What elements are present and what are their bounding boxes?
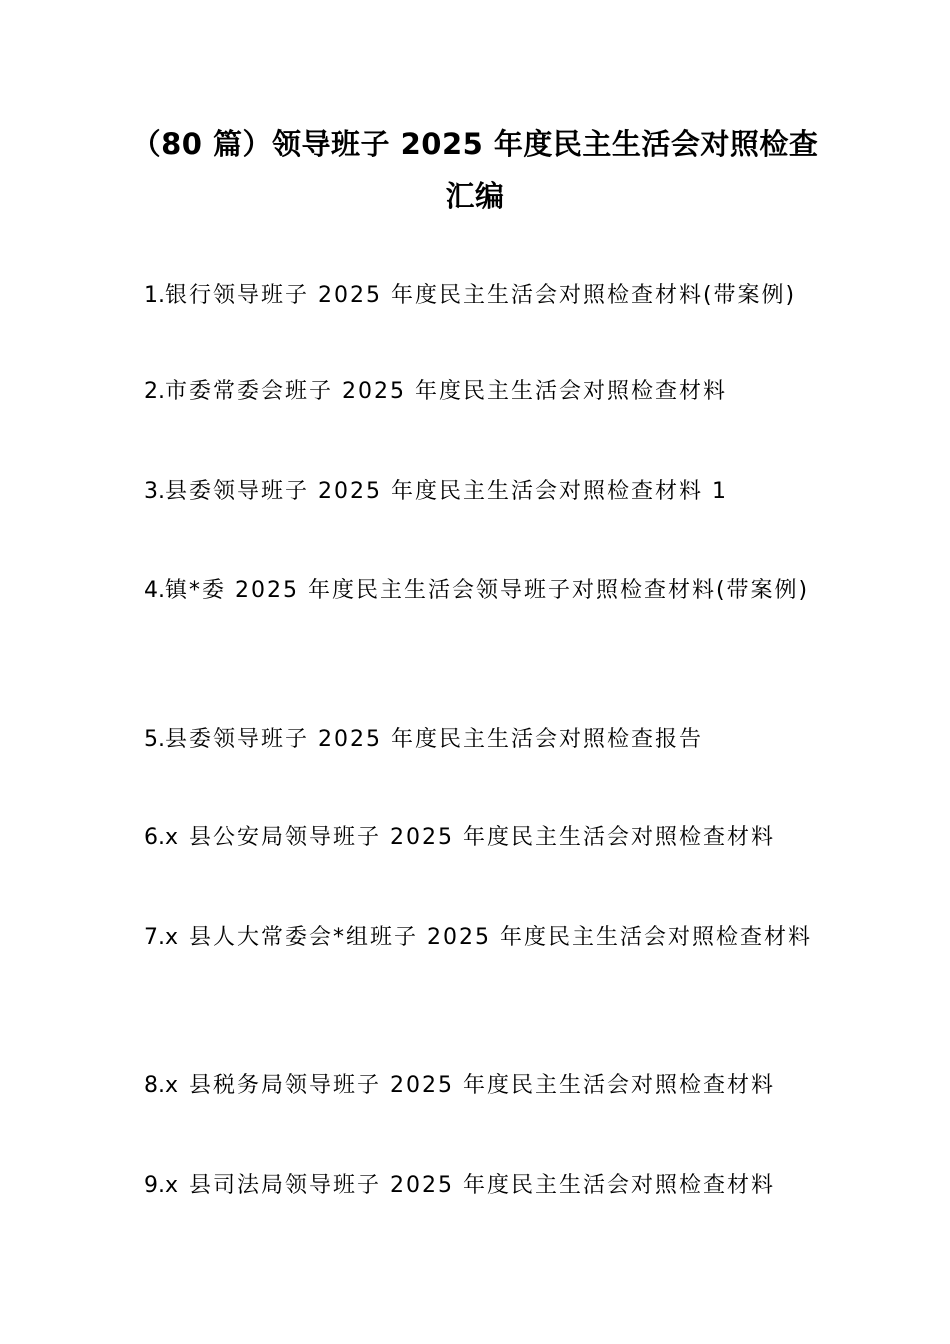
toc-entry-6 bbox=[144, 814, 814, 862]
document-title: （80 篇）领导班子 2025 年度民主生活会对照检查汇编 bbox=[131, 127, 819, 213]
toc-entry-2 bbox=[144, 368, 814, 416]
toc-entry-text: x 县税务局领导班子 2025 年度民主生活会对照检查材料 bbox=[165, 1073, 775, 1098]
toc-entry-text: 县委领导班子 2025 年度民主生活会对照检查材料 1 bbox=[165, 479, 728, 504]
toc-entry-number: 4. bbox=[144, 578, 165, 603]
toc-entry-1 bbox=[144, 272, 814, 320]
toc-entry-5 bbox=[144, 716, 814, 764]
toc-entry-7 bbox=[144, 914, 814, 962]
toc-entry-8 bbox=[144, 1062, 814, 1110]
toc-entry-number: 1. bbox=[144, 283, 165, 308]
toc-entry-number: 8. bbox=[144, 1073, 165, 1098]
toc-entry-text: 镇*委 2025 年度民主生活会领导班子对照检查材料(带案例) bbox=[165, 578, 810, 603]
toc-entry-number: 9. bbox=[144, 1173, 165, 1198]
toc-entry-text: x 县人大常委会*组班子 2025 年度民主生活会对照检查材料 bbox=[165, 925, 812, 950]
toc-entry-text: 县委领导班子 2025 年度民主生活会对照检查报告 bbox=[165, 727, 703, 752]
toc-entry-number: 5. bbox=[144, 727, 165, 752]
toc-entry-number: 7. bbox=[144, 925, 165, 950]
toc-entry-text: 市委常委会班子 2025 年度民主生活会对照检查材料 bbox=[165, 379, 727, 404]
toc-entry-9 bbox=[144, 1162, 814, 1210]
toc-entry-text: 银行领导班子 2025 年度民主生活会对照检查材料(带案例) bbox=[165, 283, 797, 308]
toc-entry-3 bbox=[144, 468, 814, 516]
toc-entry-number: 2. bbox=[144, 379, 165, 404]
toc-entry-text: x 县司法局领导班子 2025 年度民主生活会对照检查材料 bbox=[165, 1173, 775, 1198]
toc-entry-text: x 县公安局领导班子 2025 年度民主生活会对照检查材料 bbox=[165, 825, 775, 850]
toc-entry-4 bbox=[144, 567, 814, 615]
toc-entry-number: 6. bbox=[144, 825, 165, 850]
toc-entry-number: 3. bbox=[144, 479, 165, 504]
